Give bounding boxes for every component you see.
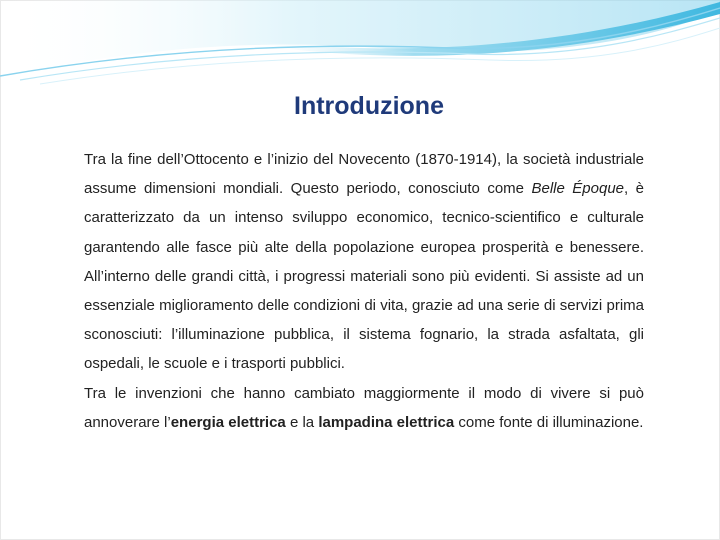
paragraph-1-part-1: Tra la fine dell’Ottocento e l’inizio del Novecento (1870-1914), la società industriale assume dimensioni mondiali. Questo periodo, conosciuto come <box>84 151 644 198</box>
paragraph-1-part-2: , è caratterizzato da un intenso sviluppo economico, tecnico-scientifico e culturale garantendo alle fasce più alte della popolazione europea prosperità e benessere. All’interno delle grandi città, i progressi materiali sono più evidenti. Si assiste ad un essenziale miglioramento delle condizioni di vita, grazie ad una serie di servizi prima sconosciuti: l’illuminazione pubblica, il sistema fognario, la strada asfaltata, gli ospedali, le scuole e i trasporti pubblici. <box>84 180 644 373</box>
wave-decoration <box>0 0 720 90</box>
wave-fill <box>0 0 720 78</box>
paragraph-2-bold-2: lampadina elettrica <box>318 413 455 431</box>
paragraph-1-italic: Belle Époque <box>531 180 625 198</box>
paragraph-2-part-2: e la <box>285 413 319 431</box>
body-text <box>84 145 644 437</box>
paragraph-2 <box>84 379 644 437</box>
paragraph-2-bold-1: energia elettrica <box>170 413 286 431</box>
paragraph-2-part-3: come fonte di illuminazione. <box>454 413 644 431</box>
slide-title: Introduzione <box>294 92 444 120</box>
paragraph-1 <box>84 145 644 379</box>
paragraph-2-part-1: Tra le invenzioni che hanno cambiato maggiormente il modo di vivere si può annoverare l’ <box>84 384 644 431</box>
